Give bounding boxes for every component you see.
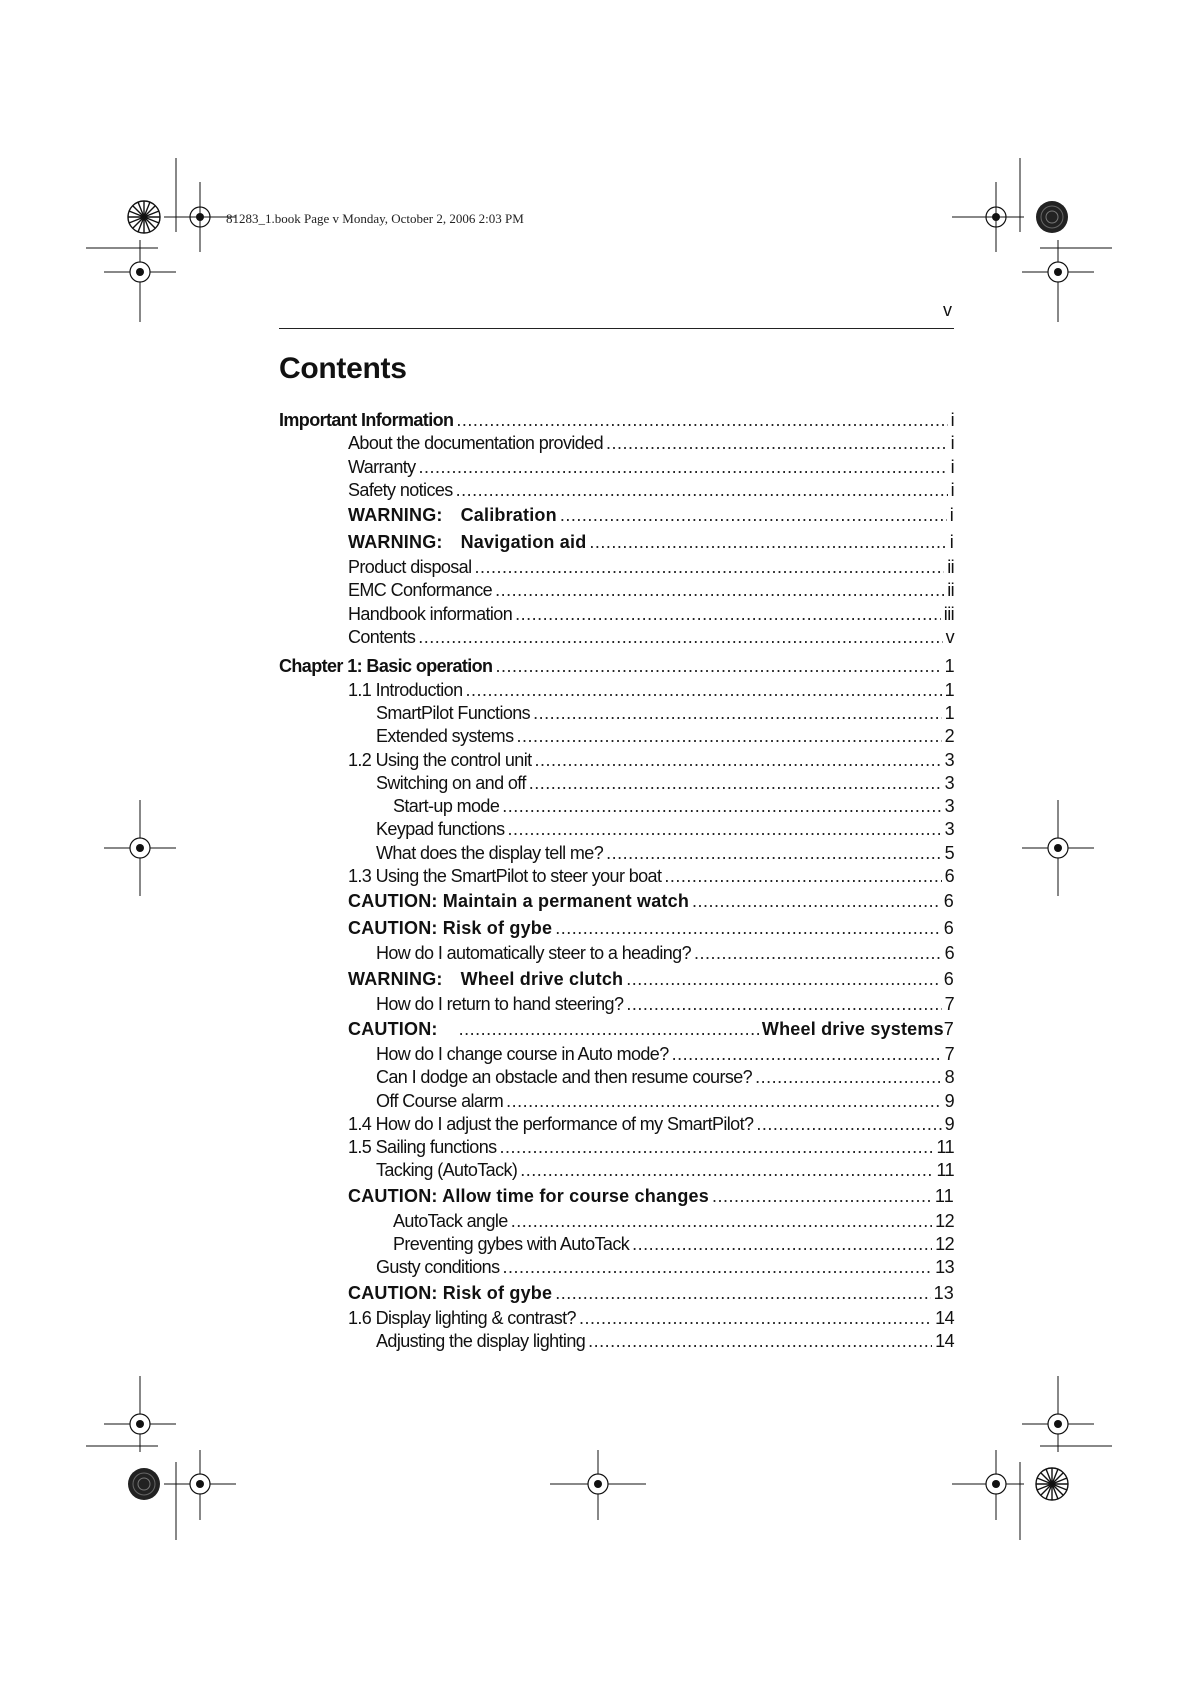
toc-leader-dots <box>474 556 944 579</box>
toc-leader-dots <box>588 1330 932 1353</box>
toc-leader-dots <box>419 456 948 479</box>
toc-entry[interactable] <box>279 842 954 865</box>
toc-leader-dots <box>755 1066 942 1089</box>
toc-page-number: v <box>945 627 954 648</box>
toc-entry[interactable] <box>279 749 954 772</box>
toc-entry[interactable] <box>279 502 954 529</box>
toc-leader-dots <box>511 1210 932 1233</box>
toc-entry[interactable] <box>279 1307 954 1330</box>
toc-page-number: 7 <box>944 993 954 1014</box>
toc-page-number: 13 <box>935 1257 954 1278</box>
toc-entry[interactable] <box>279 966 954 993</box>
toc-entry-title: 1.1 Introduction <box>348 679 463 700</box>
toc-page-number: 13 <box>933 1282 954 1303</box>
header-rule <box>279 328 954 329</box>
toc-page-number: 3 <box>944 796 954 817</box>
toc-page-number: 3 <box>944 749 954 770</box>
toc-page-number: i <box>950 456 954 477</box>
toc-entry[interactable] <box>279 1090 954 1113</box>
toc-page-number: 11 <box>936 1137 954 1158</box>
toc-entry-title: Tacking (AutoTack) <box>376 1160 518 1181</box>
toc-page-number: i <box>950 410 954 430</box>
toc-leader-dots <box>516 725 941 748</box>
toc-entry-title: Switching on and off <box>376 772 526 793</box>
toc-leader-dots <box>672 1043 942 1066</box>
toc-entry[interactable] <box>279 456 954 479</box>
toc-entry-title: SmartPilot Functions <box>376 702 531 723</box>
toc-entry-title: CAUTION: Maintain a permanent watch <box>348 891 690 912</box>
toc-entry-label: WARNING: <box>348 532 443 553</box>
toc-entry[interactable] <box>279 655 954 678</box>
toc-entry-title: 1.6 Display lighting & contrast? <box>348 1307 576 1328</box>
toc-entry-title: Extended systems <box>376 726 514 747</box>
toc-leader-dots <box>500 1136 934 1159</box>
toc-entry-title: How do I automatically steer to a heading? <box>376 943 691 964</box>
toc-page-number: 5 <box>944 842 954 863</box>
toc-entry[interactable] <box>279 772 954 795</box>
toc-leader-dots <box>555 915 941 942</box>
page-title: Contents <box>279 352 407 385</box>
toc-leader-dots <box>495 579 944 602</box>
toc-entry[interactable] <box>279 942 954 965</box>
toc-page-number: 7 <box>944 1043 954 1064</box>
page-number: v <box>943 300 952 320</box>
toc-entry-title: How do I return to hand steering? <box>376 993 624 1014</box>
toc-leader-dots <box>626 966 941 993</box>
toc-page-number: 6 <box>944 943 954 964</box>
toc-page-number: 6 <box>943 968 954 989</box>
toc-entry-title: Can I dodge an obstacle and then resume course? <box>376 1067 753 1088</box>
toc-entry[interactable] <box>279 725 954 748</box>
toc-entry[interactable] <box>279 1136 954 1159</box>
toc-entry-title: AutoTack angle <box>393 1210 508 1231</box>
toc-entry[interactable] <box>279 479 954 502</box>
toc-entry-title: CAUTION: Risk of gybe <box>348 1282 553 1303</box>
toc-entry[interactable] <box>279 409 954 432</box>
toc-page-number: 1 <box>944 702 954 723</box>
toc-page-number: i <box>950 433 954 454</box>
toc-leader-dots <box>692 888 941 915</box>
toc-leader-dots <box>495 655 941 678</box>
toc-page-number: i <box>950 479 954 500</box>
toc-entry[interactable] <box>279 579 954 602</box>
toc-entry-title: Off Course alarm <box>376 1090 504 1111</box>
toc-page-number: 7 <box>943 1018 954 1039</box>
toc-entry-title: How do I change course in Auto mode? <box>376 1043 669 1064</box>
toc-leader-dots <box>560 502 947 529</box>
toc-leader-dots <box>456 479 948 502</box>
toc-entry-title: CAUTION: Risk of gybe <box>348 918 553 939</box>
toc-entry[interactable] <box>279 1016 954 1043</box>
toc-entry-title: Calibration <box>460 505 557 526</box>
toc-entry-title: Contents <box>348 627 416 648</box>
toc-leader-dots <box>418 626 942 649</box>
toc-entry[interactable] <box>279 603 954 626</box>
table-of-contents <box>279 403 954 1353</box>
toc-leader-dots <box>555 1280 930 1307</box>
toc-entry-title: 1.5 Sailing functions <box>348 1137 497 1158</box>
toc-page-number: 2 <box>944 726 954 747</box>
toc-leader-dots <box>712 1183 932 1210</box>
toc-entry-title: 1.4 How do I adjust the performance of my SmartPilot? <box>348 1113 754 1134</box>
toc-entry[interactable] <box>279 888 954 915</box>
toc-entry-label: WARNING: <box>348 505 443 526</box>
toc-entry[interactable] <box>279 529 954 556</box>
toc-page-number: 14 <box>935 1307 954 1328</box>
toc-entry-title: Important Information <box>279 410 454 430</box>
toc-entry-title: Gusty conditions <box>376 1257 500 1278</box>
toc-page-number: i <box>949 505 954 526</box>
toc-page-number: ii <box>947 580 954 601</box>
toc-entry[interactable] <box>279 1159 954 1182</box>
toc-page-number: 11 <box>936 1160 954 1181</box>
toc-leader-dots <box>465 679 941 702</box>
toc-entry-title: EMC Conformance <box>348 580 493 601</box>
toc-leader-dots <box>756 1113 941 1136</box>
toc-entry[interactable] <box>279 1066 954 1089</box>
toc-leader-dots <box>632 1233 932 1256</box>
toc-leader-dots <box>520 1159 933 1182</box>
toc-entry-title: Keypad functions <box>376 819 505 840</box>
toc-entry[interactable] <box>279 865 954 888</box>
toc-entry-title: 1.3 Using the SmartPilot to steer your boat <box>348 866 662 887</box>
toc-page-number: i <box>949 532 954 553</box>
toc-page-number: 9 <box>944 1113 954 1134</box>
print-slug: 81283_1.book Page v Monday, October 2, 2006 2:03 PM <box>226 211 524 226</box>
toc-entry-title: About the documentation provided <box>348 433 603 454</box>
toc-entry-label: WARNING: <box>348 968 443 989</box>
toc-leader-dots <box>535 749 942 772</box>
toc-page-number: 11 <box>934 1185 954 1206</box>
toc-leader-dots <box>456 409 947 432</box>
toc-entry-title: Chapter 1: Basic operation <box>279 656 493 677</box>
toc-entry-title: What does the display tell me? <box>376 842 604 863</box>
toc-entry[interactable] <box>279 1210 954 1233</box>
toc-entry-title: Warranty <box>348 456 416 477</box>
toc-leader-dots <box>694 942 942 965</box>
toc-page-number: 1 <box>944 679 954 700</box>
toc-entry[interactable] <box>279 1113 954 1136</box>
toc-leader-dots <box>626 993 941 1016</box>
toc-entry-title: Wheel drive clutch <box>460 968 624 989</box>
toc-entry-title: Safety notices <box>348 479 453 500</box>
toc-leader-dots <box>502 1256 932 1279</box>
toc-leader-dots <box>502 795 941 818</box>
toc-page-number: 14 <box>935 1330 954 1351</box>
toc-page-number: 6 <box>944 866 954 887</box>
toc-leader-dots <box>589 529 946 556</box>
toc-leader-dots <box>579 1307 932 1330</box>
toc-page-number: 9 <box>944 1090 954 1111</box>
toc-leader-dots <box>664 865 941 888</box>
toc-entry[interactable] <box>279 1330 954 1353</box>
toc-leader-dots <box>515 603 941 626</box>
toc-entry[interactable] <box>279 993 954 1016</box>
toc-entry-title: CAUTION: Allow time for course changes <box>348 1185 709 1206</box>
toc-page-number: 12 <box>935 1210 954 1231</box>
toc-entry[interactable] <box>279 556 954 579</box>
toc-entry[interactable] <box>279 702 954 725</box>
toc-entry[interactable] <box>279 626 954 649</box>
toc-leader-dots <box>533 702 942 725</box>
toc-leader-dots <box>459 1016 759 1043</box>
toc-entry[interactable] <box>279 795 954 818</box>
toc-page-number: 6 <box>943 891 954 912</box>
toc-entry[interactable] <box>279 432 954 455</box>
toc-leader-dots <box>508 818 942 841</box>
toc-entry-label: CAUTION: <box>348 1018 438 1039</box>
toc-page-number: 3 <box>944 772 954 793</box>
toc-page-number: ii <box>947 557 954 578</box>
toc-leader-dots <box>529 772 942 795</box>
toc-entry[interactable] <box>279 1233 954 1256</box>
toc-page-number: 1 <box>944 656 954 677</box>
toc-leader-dots <box>506 1090 941 1113</box>
toc-entry-title: Adjusting the display lighting <box>376 1330 586 1351</box>
toc-entry-title: Preventing gybes with AutoTack <box>393 1234 630 1255</box>
toc-leader-dots <box>606 432 948 455</box>
toc-entry-title: Handbook information <box>348 603 513 624</box>
toc-entry[interactable] <box>279 679 954 702</box>
toc-entry-title: Navigation aid <box>460 532 587 553</box>
toc-page-number: 3 <box>944 819 954 840</box>
toc-leader-dots <box>606 842 941 865</box>
toc-entry[interactable] <box>279 1183 954 1210</box>
toc-entry[interactable] <box>279 1256 954 1279</box>
toc-entry-title: Start-up mode <box>393 796 500 817</box>
toc-entry-trailing-title: Wheel drive systems <box>761 1018 944 1039</box>
toc-page-number: 12 <box>935 1234 954 1255</box>
toc-page-number: iii <box>943 603 954 624</box>
toc-entry-title: Product disposal <box>348 557 472 578</box>
toc-entry-title: 1.2 Using the control unit <box>348 749 532 770</box>
toc-page-number: 8 <box>944 1067 954 1088</box>
toc-entry[interactable] <box>279 915 954 942</box>
toc-entry[interactable] <box>279 1043 954 1066</box>
toc-entry[interactable] <box>279 1280 954 1307</box>
toc-page-number: 6 <box>943 918 954 939</box>
toc-entry[interactable] <box>279 818 954 841</box>
